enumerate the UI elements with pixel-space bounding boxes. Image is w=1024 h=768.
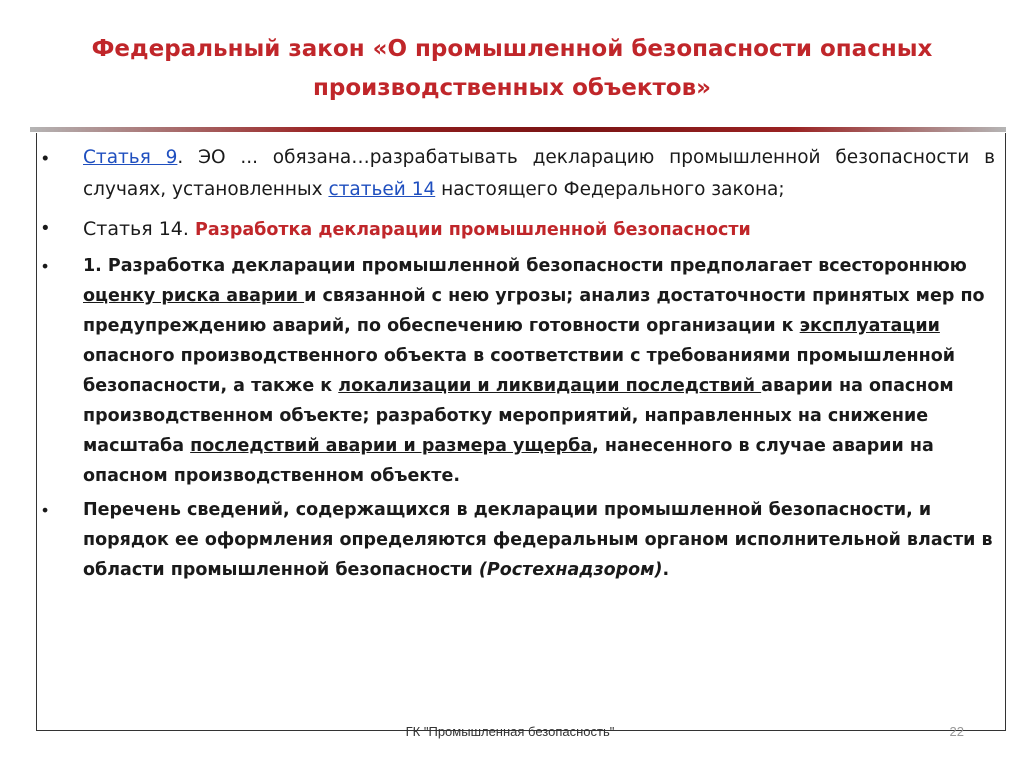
slide-title: Федеральный закон «О промышленной безопасности опасных производственных объектов» — [91, 36, 933, 101]
paragraph-1-text-c: опасного производственного объекта в соответствии с требованиями промышленной безопасности, а также к — [83, 346, 955, 396]
article-9-link[interactable]: Статья 9 — [83, 147, 178, 168]
paragraph-1-text-b: и связанной с нею угрозы; анализ достаточности принятых мер по предупреждению аварий, по обеспечению готовности организации к — [83, 286, 985, 336]
article-14-heading: Разработка декларации промышленной безопасности — [188, 220, 751, 240]
paragraph-1-text-a: 1. Разработка декларации промышленной безопасности предполагает всестороннюю — [83, 256, 967, 276]
consequences-underlined: последствий аварии и размера ущерба — [190, 436, 593, 456]
article-9-text: ЭО ... обязана…разрабатывать декларацию промышленной безопасности в случаях, установленных — [83, 147, 995, 200]
article-14-link[interactable]: статьей 14 — [328, 179, 436, 200]
bullet-marker: • — [42, 218, 49, 239]
risk-assessment-underlined: оценку риска аварии — [83, 286, 305, 306]
bullet-list — [39, 142, 995, 585]
paragraph-1-text-d: аварии на опасном производственном объекте; разработку мероприятий, направленных на снижение масштаба — [83, 376, 954, 456]
operation-underlined: эксплуатации — [799, 316, 940, 336]
rostekhnadzor-italic: (Ростехнадзором) — [478, 560, 663, 580]
article-14-label: Статья 14. — [83, 218, 189, 240]
bullet-paragraph-1 — [39, 251, 995, 491]
title-divider — [30, 127, 1006, 132]
article-9-dot: . — [177, 147, 184, 168]
bullet-article-14 — [39, 214, 995, 245]
article-9-text-end: настоящего Федерального закона; — [435, 179, 785, 200]
page-number: 22 — [949, 724, 964, 739]
localization-underlined: локализации и ликвидации последствий — [338, 376, 762, 396]
bullet-marker: • — [42, 500, 49, 520]
footer-text: ГК "Промышленная безопасность" — [405, 724, 615, 739]
bullet-marker: • — [42, 256, 49, 276]
paragraph-1-text-e: , нанесенного в случае аварии на опасном производственном объекте. — [83, 436, 934, 486]
paragraph-2-text-a: Перечень сведений, содержащихся в декларации промышленной безопасности, и порядок ее оформления определяются федеральным органом исполнительной власти в области промышленной безопасности — [83, 500, 993, 580]
bullet-marker: • — [42, 147, 49, 168]
bullet-paragraph-2 — [39, 495, 995, 585]
bullet-article-9 — [39, 142, 995, 206]
paragraph-2-text-b: . — [662, 560, 670, 580]
